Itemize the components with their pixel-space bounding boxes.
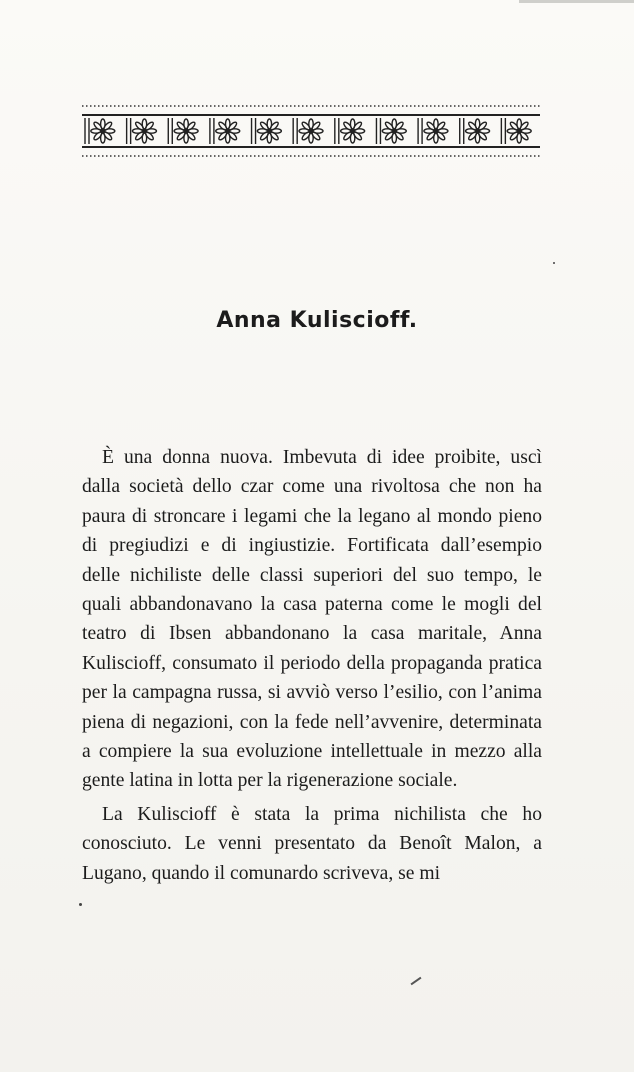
ornament-bar	[168, 118, 172, 144]
rosette-center	[101, 129, 105, 133]
rosette-center	[351, 129, 355, 133]
ornament-bar	[252, 118, 256, 144]
body-text	[82, 443, 542, 888]
ornament-bar	[293, 118, 297, 144]
ornament-bar	[210, 118, 214, 144]
print-speck	[79, 903, 82, 906]
print-mark	[411, 977, 422, 986]
ornament-bar	[335, 118, 339, 144]
rosette-center	[309, 129, 313, 133]
page-edge-line	[519, 0, 634, 3]
ornament-band-icon	[82, 102, 540, 160]
ornament-bar	[127, 118, 131, 144]
rosette-center	[184, 129, 188, 133]
ornament-bar	[460, 118, 464, 144]
rosette-center	[267, 129, 271, 133]
rosette-center	[517, 129, 521, 133]
paragraph: È una donna nuova. Imbevuta di idee proibite, uscì dalla società dello czar come una rivoltosa che non ha paura di stroncare i legami che la legano al mondo pieno di pregiudizi e di ingiustizie. Fortificata dall’esempio delle nichiliste delle classi superiori del suo tempo, le quali abbandonavano la casa paterna come le mogli del teatro di Ibsen abbandonano la casa maritale, Anna Kuliscioff, consumato il periodo della propaganda pratica per la campagna russa, si avviò verso l’esilio, con l’anima piena di negazioni, con la fede nell’avvenire, determinata a compiere la sua evoluzione intellettuale in mezzo alla gente latina in lotta per la rigenerazione sociale.	[82, 447, 542, 792]
paragraph: La Kuliscioff è stata la prima nichilista che ho conosciuto. Le venni presentato da Benoît Malon, a Lugano, quando il comunardo scriveva, se mi	[82, 803, 542, 884]
decorative-header-band	[82, 102, 540, 160]
ornament-bar	[418, 118, 422, 144]
chapter-title: Anna Kuliscioff.	[216, 308, 418, 333]
rosette-center	[434, 129, 438, 133]
rosette-center	[392, 129, 396, 133]
ornament-bar	[85, 118, 89, 144]
rosette-center	[476, 129, 480, 133]
print-speck	[553, 262, 555, 264]
ornament-bar	[501, 118, 505, 144]
rosette-center	[226, 129, 230, 133]
ornament-bar	[376, 118, 380, 144]
rosette-center	[142, 129, 146, 133]
